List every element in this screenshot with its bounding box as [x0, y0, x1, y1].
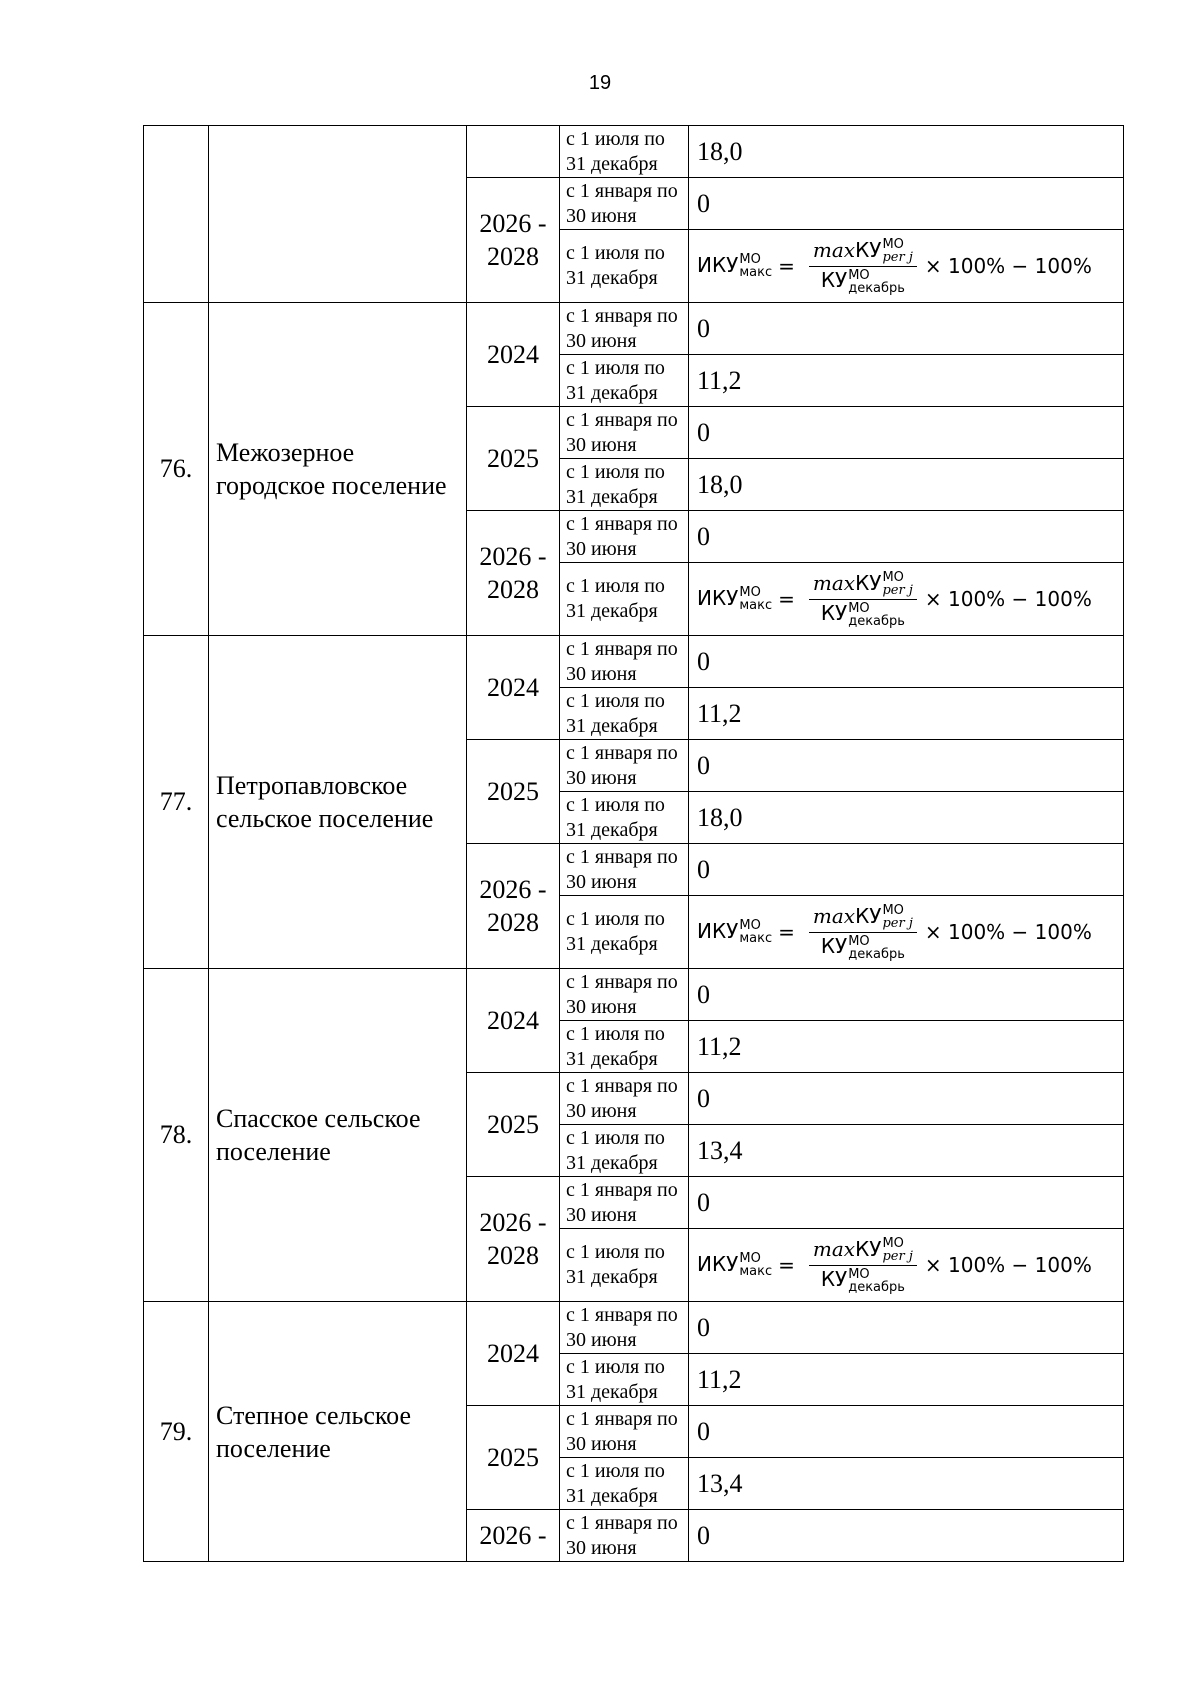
year-cell: 2026 - 2028: [467, 1177, 560, 1302]
period-cell: с 1 января по 30 июня: [560, 511, 689, 563]
formula-numerator: maxКУ МО per j: [809, 571, 917, 601]
index-value-cell: 0: [689, 511, 1124, 563]
period-cell: с 1 июля по 31 декабря: [560, 1021, 689, 1073]
period-cell: с 1 января по 30 июня: [560, 1510, 689, 1562]
formula-lhs: ИКУ МО макс: [697, 1251, 773, 1280]
year-cell: [467, 126, 560, 178]
formula-numerator: maxКУ МО per j: [809, 904, 917, 934]
formula-tail: × 100% − 100%: [924, 920, 1092, 944]
index-value-cell: 0: [689, 636, 1124, 688]
formula-fraction: [809, 1237, 917, 1294]
table-body: [144, 126, 1124, 1562]
period-cell: с 1 января по 30 июня: [560, 407, 689, 459]
index-value-cell: 13,4: [689, 1458, 1124, 1510]
formula-denominator: КУ МО декабрь: [820, 1266, 905, 1295]
period-cell: с 1 января по 30 июня: [560, 1302, 689, 1354]
max-index-formula: [697, 571, 1092, 628]
index-value-cell: 13,4: [689, 1125, 1124, 1177]
period-cell: с 1 июля по 31 декабря: [560, 230, 689, 303]
year-cell: 2026 - 2028: [467, 511, 560, 636]
formula-equals: =: [778, 1253, 795, 1277]
index-value-cell: 0: [689, 1177, 1124, 1229]
index-value-cell: 0: [689, 303, 1124, 355]
formula-numerator: maxКУ МО per j: [809, 1237, 917, 1267]
year-cell: 2026 -: [467, 1510, 560, 1562]
year-cell: 2025: [467, 740, 560, 844]
period-cell: с 1 января по 30 июня: [560, 740, 689, 792]
year-cell: 2025: [467, 1073, 560, 1177]
period-cell: с 1 января по 30 июня: [560, 303, 689, 355]
page-number: 19: [588, 72, 612, 94]
index-value-cell: 18,0: [689, 792, 1124, 844]
settlement-name-cell: Степное сельское поселение: [209, 1302, 467, 1562]
row-number-cell: 76.: [144, 303, 209, 636]
formula-equals: =: [778, 254, 795, 278]
formula-equals: =: [778, 587, 795, 611]
max-index-formula: [697, 238, 1092, 295]
year-cell: 2024: [467, 969, 560, 1073]
index-value-cell: 0: [689, 1302, 1124, 1354]
index-value-cell: 11,2: [689, 355, 1124, 407]
index-value-cell: 0: [689, 1510, 1124, 1562]
index-value-cell: 18,0: [689, 459, 1124, 511]
year-cell: 2024: [467, 1302, 560, 1406]
index-value-cell: 11,2: [689, 1021, 1124, 1073]
year-cell: 2026 - 2028: [467, 844, 560, 969]
index-value-cell: 11,2: [689, 1354, 1124, 1406]
formula-lhs: ИКУ МО макс: [697, 252, 773, 281]
period-cell: с 1 июля по 31 декабря: [560, 896, 689, 969]
formula-fraction: [809, 904, 917, 961]
period-cell: с 1 января по 30 июня: [560, 1406, 689, 1458]
year-cell: 2025: [467, 1406, 560, 1510]
row-number-cell: 78.: [144, 969, 209, 1302]
formula-cell: [689, 563, 1124, 636]
index-value-cell: 0: [689, 407, 1124, 459]
formula-lhs: ИКУ МО макс: [697, 585, 773, 614]
formula-equals: =: [778, 920, 795, 944]
formula-lhs: ИКУ МО макс: [697, 918, 773, 947]
period-cell: с 1 июля по 31 декабря: [560, 1229, 689, 1302]
table-row: [144, 303, 1124, 355]
period-cell: с 1 июля по 31 декабря: [560, 355, 689, 407]
period-cell: с 1 января по 30 июня: [560, 969, 689, 1021]
row-number-cell: 77.: [144, 636, 209, 969]
period-cell: с 1 июля по 31 декабря: [560, 688, 689, 740]
table-row: [144, 969, 1124, 1021]
year-cell: 2025: [467, 407, 560, 511]
settlement-name-cell: Петропавловское сельское поселение: [209, 636, 467, 969]
formula-tail: × 100% − 100%: [924, 1253, 1092, 1277]
table-row: [144, 636, 1124, 688]
settlement-name-cell: Спасское сельское поселение: [209, 969, 467, 1302]
index-value-cell: 0: [689, 969, 1124, 1021]
year-cell: 2024: [467, 303, 560, 407]
period-cell: с 1 июля по 31 декабря: [560, 126, 689, 178]
max-index-formula: [697, 1237, 1092, 1294]
tariff-index-table: [143, 125, 1124, 1562]
period-cell: с 1 июля по 31 декабря: [560, 1125, 689, 1177]
index-value-cell: 0: [689, 1406, 1124, 1458]
formula-numerator: maxКУ МО per j: [809, 238, 917, 268]
index-value-cell: 11,2: [689, 688, 1124, 740]
period-cell: с 1 января по 30 июня: [560, 1073, 689, 1125]
index-value-cell: 18,0: [689, 126, 1124, 178]
table-row: [144, 126, 1124, 178]
settlement-name-cell: [209, 126, 467, 303]
formula-cell: [689, 1229, 1124, 1302]
year-cell: 2024: [467, 636, 560, 740]
year-cell: 2026 - 2028: [467, 178, 560, 303]
period-cell: с 1 января по 30 июня: [560, 178, 689, 230]
period-cell: с 1 июля по 31 декабря: [560, 459, 689, 511]
index-value-cell: 0: [689, 178, 1124, 230]
table-row: [144, 1302, 1124, 1354]
formula-tail: × 100% − 100%: [924, 254, 1092, 278]
formula-fraction: [809, 571, 917, 628]
period-cell: с 1 июля по 31 декабря: [560, 792, 689, 844]
period-cell: с 1 июля по 31 декабря: [560, 563, 689, 636]
row-number-cell: 79.: [144, 1302, 209, 1562]
formula-fraction: [809, 238, 917, 295]
formula-tail: × 100% − 100%: [924, 587, 1092, 611]
formula-cell: [689, 896, 1124, 969]
index-value-cell: 0: [689, 740, 1124, 792]
period-cell: с 1 июля по 31 декабря: [560, 1458, 689, 1510]
formula-denominator: КУ МО декабрь: [820, 933, 905, 962]
index-value-cell: 0: [689, 844, 1124, 896]
formula-denominator: КУ МО декабрь: [820, 600, 905, 629]
period-cell: с 1 января по 30 июня: [560, 844, 689, 896]
period-cell: с 1 января по 30 июня: [560, 636, 689, 688]
settlement-name-cell: Межозерное городское поселение: [209, 303, 467, 636]
period-cell: с 1 января по 30 июня: [560, 1177, 689, 1229]
row-number-cell: [144, 126, 209, 303]
period-cell: с 1 июля по 31 декабря: [560, 1354, 689, 1406]
formula-denominator: КУ МО декабрь: [820, 267, 905, 296]
index-value-cell: 0: [689, 1073, 1124, 1125]
formula-cell: [689, 230, 1124, 303]
max-index-formula: [697, 904, 1092, 961]
